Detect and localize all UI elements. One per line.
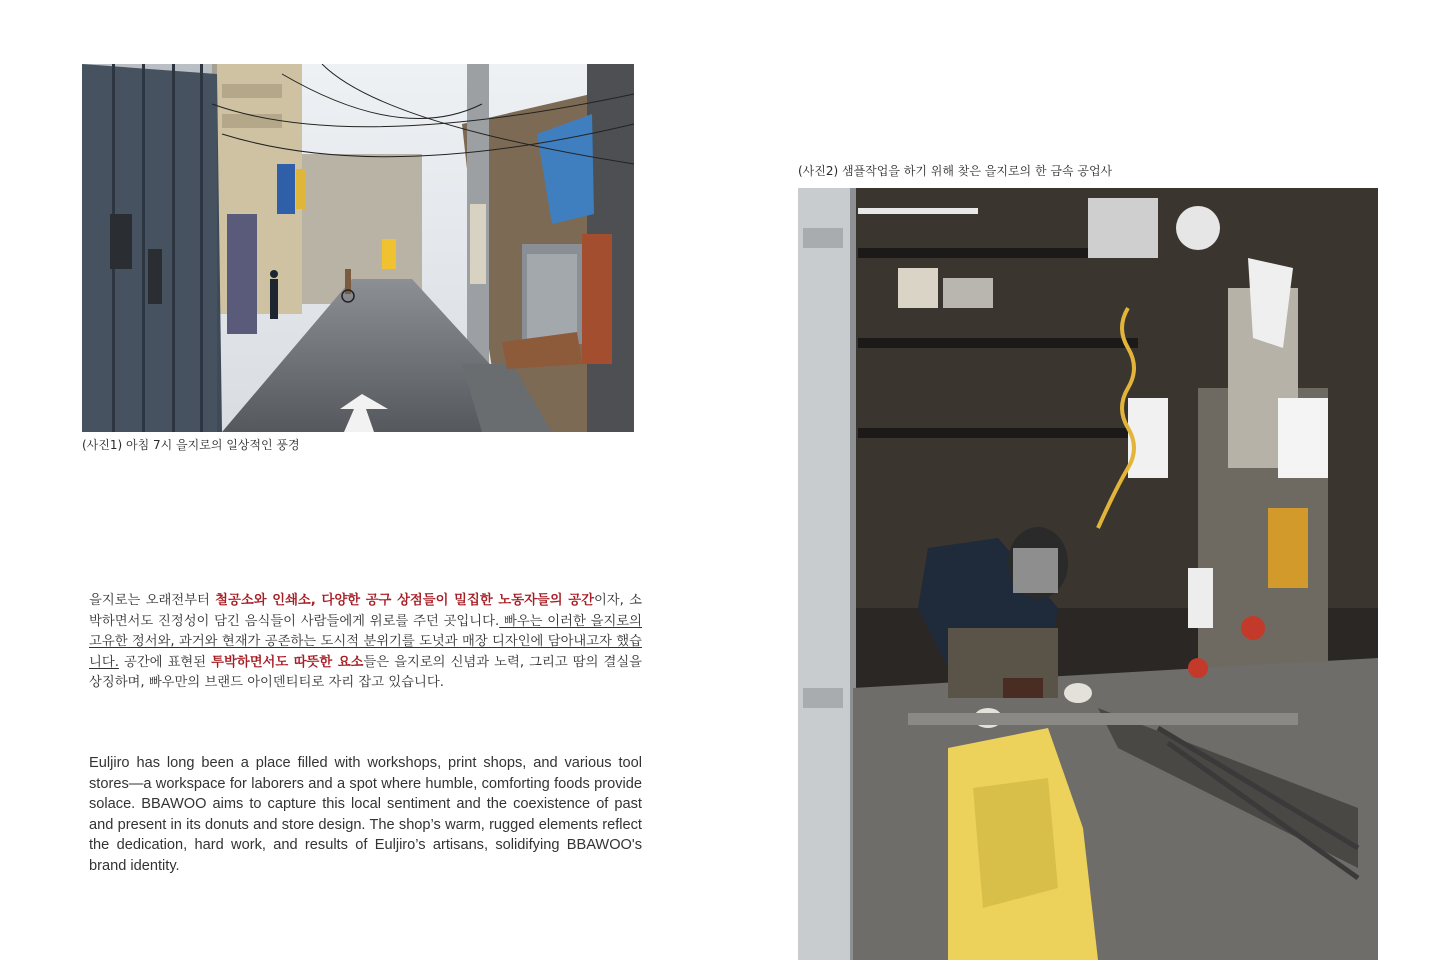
alley-photo	[82, 64, 634, 432]
korean-highlight-1: 철공소와 인쇄소, 다양한 공구 상점들이 밀집한 노동자들의 공간	[215, 593, 594, 608]
alley-photo-illustration	[82, 64, 634, 432]
workshop-photo	[798, 188, 1378, 960]
korean-text-part: 공간에 표현된	[118, 654, 212, 670]
korean-text-part: 이자, 소박하면서도 진정성이 담긴 음식들이 사람들에게 위로를 주던 곳입니다.	[89, 593, 642, 629]
english-description: Euljiro has long been a place filled with workshops, print shops, and various tool stores—a workspace for laborers and a spot where humble, comforting foods provide solace. BBAWOO aims to capture this local sentiment and the coexistence of past and present in its donuts and store design. The shop’s warm, rugged elements reflect the dedication, hard work, and results of Euljiro’s artisans, solidifying BBAWOO's brand identity.	[89, 755, 642, 874]
workshop-photo-illustration	[798, 188, 1378, 960]
korean-text-part: 을지로는 오래전부터	[89, 593, 216, 608]
korean-underline: 빠우는 이러한 을지로의 고유한 정서와, 과거와 현재가 공존하는 도시적 분위기를 도넛과 매장 디자인에 담아내고자 했습니다.	[89, 613, 642, 670]
photo2-caption: (사진2) 샘플작업을 하기 위해 찾은 을지로의 한 금속 공업사	[798, 164, 1113, 178]
korean-highlight-2: 투박하면서도 따뜻한 요소	[211, 654, 364, 670]
korean-description	[89, 591, 642, 694]
photo1-caption: (사진1) 아침 7시 을지로의 일상적인 풍경	[82, 438, 300, 452]
korean-text-part: 들은 을지로의 신념과 노력, 그리고 땀의 결실을 상징하며, 빠우만의 브랜드 아이덴티티로 자리 잡고 있습니다.	[89, 654, 643, 690]
